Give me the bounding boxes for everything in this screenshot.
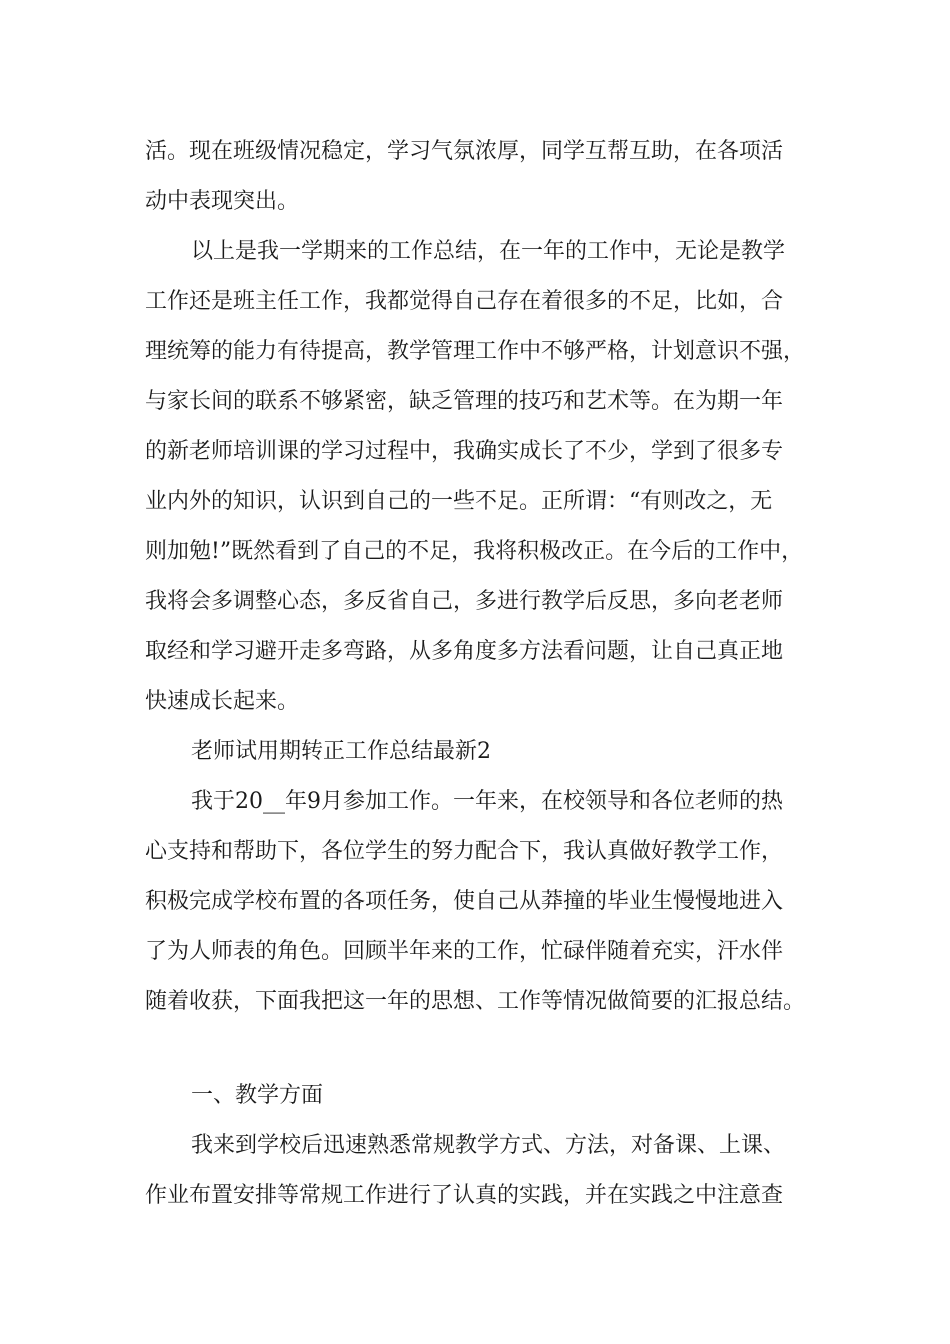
text-line: 则加勉!”既然看到了自己的不足，我将积极改正。在今后的工作中， (145, 539, 804, 564)
text-line: 了为人师表的角色。回顾半年来的工作，忙碌伴随着充实，汗水伴 (145, 939, 784, 964)
text-line: 理统筹的能力有待提高，教学管理工作中不够严格，计划意识不强， (145, 339, 806, 364)
text-line: 随着收获，下面我把这一年的思想、工作等情况做简要的汇报总结。 (145, 989, 806, 1014)
text-line: 动中表现突出。 (145, 189, 300, 214)
text-line: 业内外的知识，认识到自己的一些不足。正所谓：“有则改之，无 (145, 489, 773, 514)
text-line: 积极完成学校布置的各项任务，使自己从莽撞的毕业生慢慢地进入 (145, 889, 784, 914)
text-line: 活。现在班级情况稳定，学习气氛浓厚，同学互帮互助，在各项活 (145, 139, 784, 164)
paragraph-first-line: 我于20__年9月参加工作。一年来，在校领导和各位老师的热 (191, 789, 783, 814)
text-line: 取经和学习避开走多弯路，从多角度多方法看问题，让自己真正地 (145, 639, 784, 664)
text-line: 的新老师培训课的学习过程中，我确实成长了不少，学到了很多专 (145, 439, 784, 464)
text-line: 与家长间的联系不够紧密，缺乏管理的技巧和艺术等。在为期一年 (145, 389, 784, 414)
section-heading: 一、教学方面 (191, 1083, 324, 1108)
text-line: 工作还是班主任工作，我都觉得自己存在着很多的不足，比如，合 (145, 289, 784, 314)
paragraph-first-line: 我来到学校后迅速熟悉常规教学方式、方法，对备课、上课、 (191, 1133, 786, 1158)
section-title: 老师试用期转正工作总结最新2 (191, 739, 491, 764)
text-line: 作业布置安排等常规工作进行了认真的实践，并在实践之中注意查 (145, 1183, 784, 1208)
paragraph-first-line: 以上是我一学期来的工作总结，在一年的工作中，无论是教学 (191, 239, 786, 264)
text-line: 我将会多调整心态，多反省自己，多进行教学后反思，多向老老师 (145, 589, 784, 614)
text-line: 快速成长起来。 (145, 689, 300, 714)
text-line: 心支持和帮助下，各位学生的努力配合下，我认真做好教学工作， (145, 839, 784, 864)
